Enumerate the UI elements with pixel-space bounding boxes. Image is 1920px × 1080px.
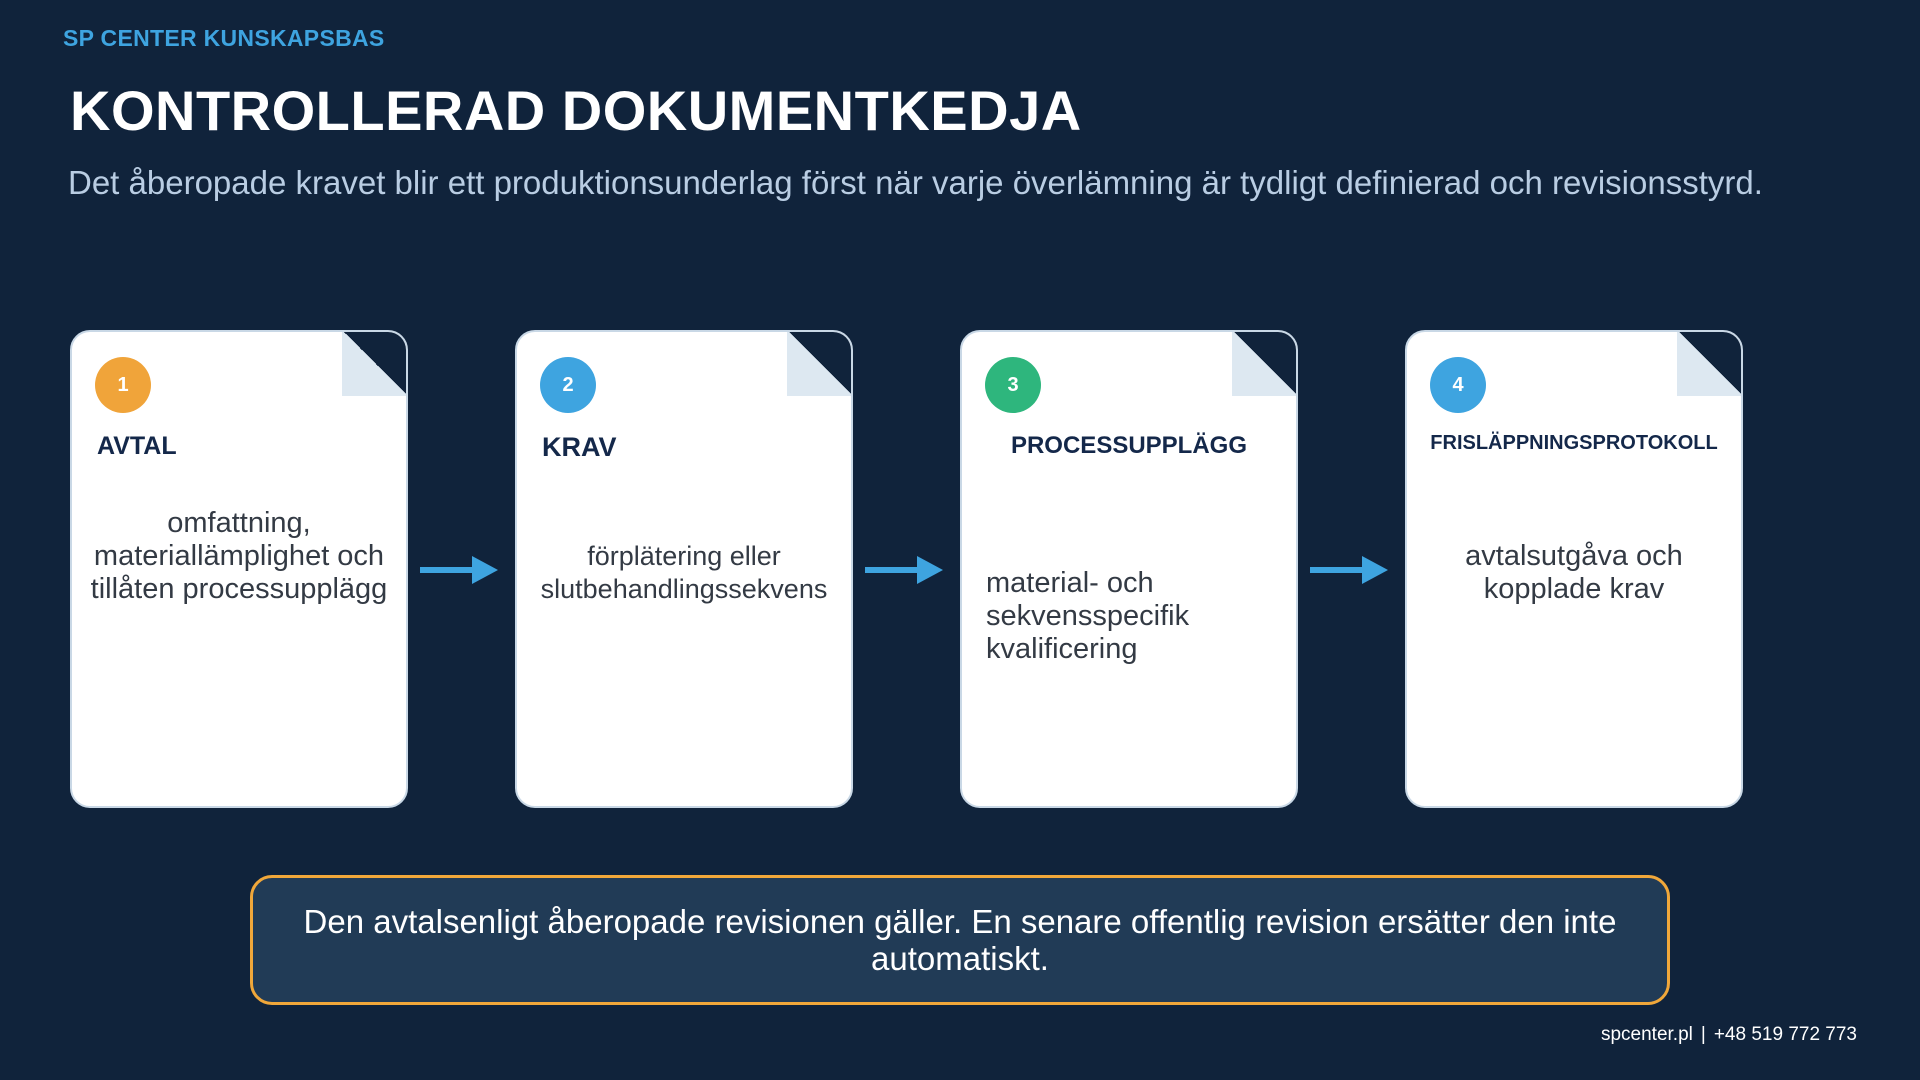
- step-number-badge: 3: [985, 357, 1041, 413]
- revision-note: Den avtalsenligt åberopade revisionen gäller. En senare offentlig revision ersätter den inte automatiskt.: [250, 875, 1670, 1005]
- step-card-frislappningsprotokoll: [1405, 330, 1743, 808]
- step-number-badge: 2: [540, 357, 596, 413]
- footer-website: spcenter.pl: [1600, 1024, 1693, 1045]
- arrow-right-icon: [420, 552, 498, 588]
- step-card-avtal: [70, 330, 408, 808]
- step-description: omfattning, materiallämplighet och tillåten processupplägg: [90, 507, 388, 605]
- footer-contact: [1601, 1024, 1857, 1046]
- step-number-badge: 4: [1430, 357, 1486, 413]
- step-description: förplätering eller slutbehandlingssekvens: [540, 541, 828, 604]
- page-subtitle: Det åberopade kravet blir ett produktionsunderlag först när varje överlämning är tydligt definierad och revisionsstyrd.: [68, 164, 1763, 201]
- step-title: FRISLÄPPNINGSPROTOKOLL: [1430, 432, 1718, 454]
- step-card-krav: [515, 330, 853, 808]
- step-title: AVTAL: [97, 432, 177, 460]
- step-number-badge: 1: [95, 357, 151, 413]
- step-description: avtalsutgåva och kopplade krav: [1465, 540, 1683, 605]
- page-title: KONTROLLERAD DOKUMENTKEDJA: [70, 79, 1082, 142]
- brand-label: SP CENTER KUNSKAPSBAS: [63, 25, 385, 51]
- step-title: PROCESSUPPLÄGG: [1010, 432, 1248, 459]
- page-fold-icon: [342, 330, 408, 396]
- step-description: material- och sekvensspecifik kvalificering: [986, 567, 1190, 665]
- arrow-right-icon: [865, 552, 943, 588]
- page-fold-icon: [1232, 330, 1298, 396]
- arrow-right-icon: [1310, 552, 1388, 588]
- page-fold-icon: [1677, 330, 1743, 396]
- step-title: KRAV: [542, 432, 617, 462]
- footer-separator: |: [1700, 1024, 1706, 1045]
- footer-phone: +48 519 772 773: [1713, 1024, 1857, 1045]
- page-fold-icon: [787, 330, 853, 396]
- step-card-processupplagg: [960, 330, 1298, 808]
